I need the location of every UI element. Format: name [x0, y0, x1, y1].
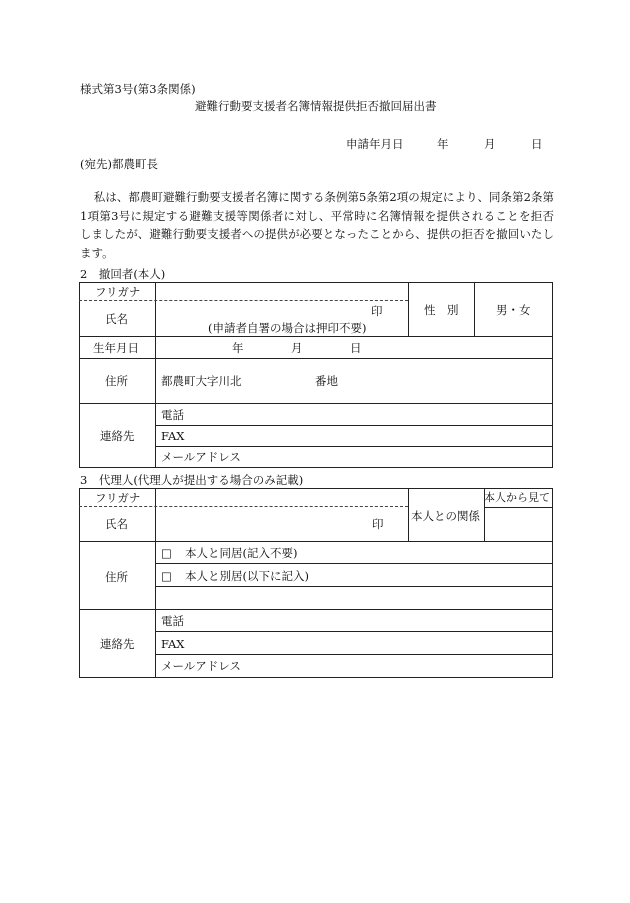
s3-relation-label: 本人との関係 [411, 509, 480, 523]
s2-birth-year: 年 [232, 341, 244, 355]
section3-heading: 3 代理人(代理人が提出する場合のみ記載) [80, 473, 304, 487]
section2-heading: 2 撤回者(本人) [80, 267, 166, 281]
s2-address-label: 住所 [105, 374, 128, 388]
s2-seal-note: (申請者自署の場合は押印不要) [208, 321, 367, 335]
s2-address-value: 都農町大字川北 [161, 374, 242, 388]
s3-furigana-label: フリガナ [95, 491, 141, 505]
s2-birth-month: 月 [291, 341, 303, 355]
s3-option1-checkbox[interactable]: □ [161, 546, 172, 560]
date-day: 日 [531, 137, 543, 151]
s2-address-suffix: 番地 [315, 374, 338, 388]
s2-birth-label: 生年月日 [93, 341, 139, 355]
s3-option2-label: 本人と別居(以下に記入) [185, 569, 309, 583]
form-number: 様式第3号(第3条関係) [80, 82, 196, 96]
s3-contact-label: 連絡先 [100, 637, 135, 651]
s3-option1-label: 本人と同居(記入不要) [185, 546, 298, 560]
body-text: 私は、都農町避難行動要支援者名簿に関する条例第5条第2項の規定により、同条第2条第1項第3号に規定する避難支援等関係者に対し、平常時に名簿情報を提供されることを拒否しましたが、避難行動要支援者への提供が必要となったことから、提供の拒否を撤回いたします。 [80, 190, 554, 260]
s2-seal-mark: 印 [371, 304, 383, 318]
s2-contact-label: 連絡先 [100, 429, 135, 443]
s3-email-label: メールアドレス [161, 659, 241, 673]
date-label: 申請年月日 [346, 137, 404, 151]
s3-relation-header: 本人から見て [484, 491, 550, 504]
s3-fax-label: FAX [161, 637, 185, 651]
s3-phone-label: 電話 [161, 614, 184, 628]
s2-gender-value: 男・女 [496, 303, 531, 317]
s2-fax-label: FAX [161, 429, 185, 443]
body-paragraph [80, 188, 554, 262]
addressee: (宛先)都農町長 [80, 157, 158, 171]
section3-table [79, 488, 553, 678]
date-year: 年 [437, 137, 449, 151]
s2-phone-label: 電話 [161, 408, 184, 422]
document-title: 避難行動要支援者名簿情報提供拒否撤回届出書 [195, 99, 437, 113]
s2-gender-label: 性 別 [424, 303, 459, 317]
s2-furigana-label: フリガナ [95, 285, 141, 299]
s3-option2-checkbox[interactable]: □ [161, 569, 172, 583]
s2-name-label: 氏名 [105, 312, 128, 326]
date-month: 月 [484, 137, 496, 151]
s3-seal-mark: 印 [372, 517, 384, 531]
s3-address-label: 住所 [105, 570, 128, 584]
s2-email-label: メールアドレス [161, 450, 241, 464]
s2-birth-day: 日 [350, 341, 362, 355]
s3-name-label: 氏名 [105, 517, 128, 531]
